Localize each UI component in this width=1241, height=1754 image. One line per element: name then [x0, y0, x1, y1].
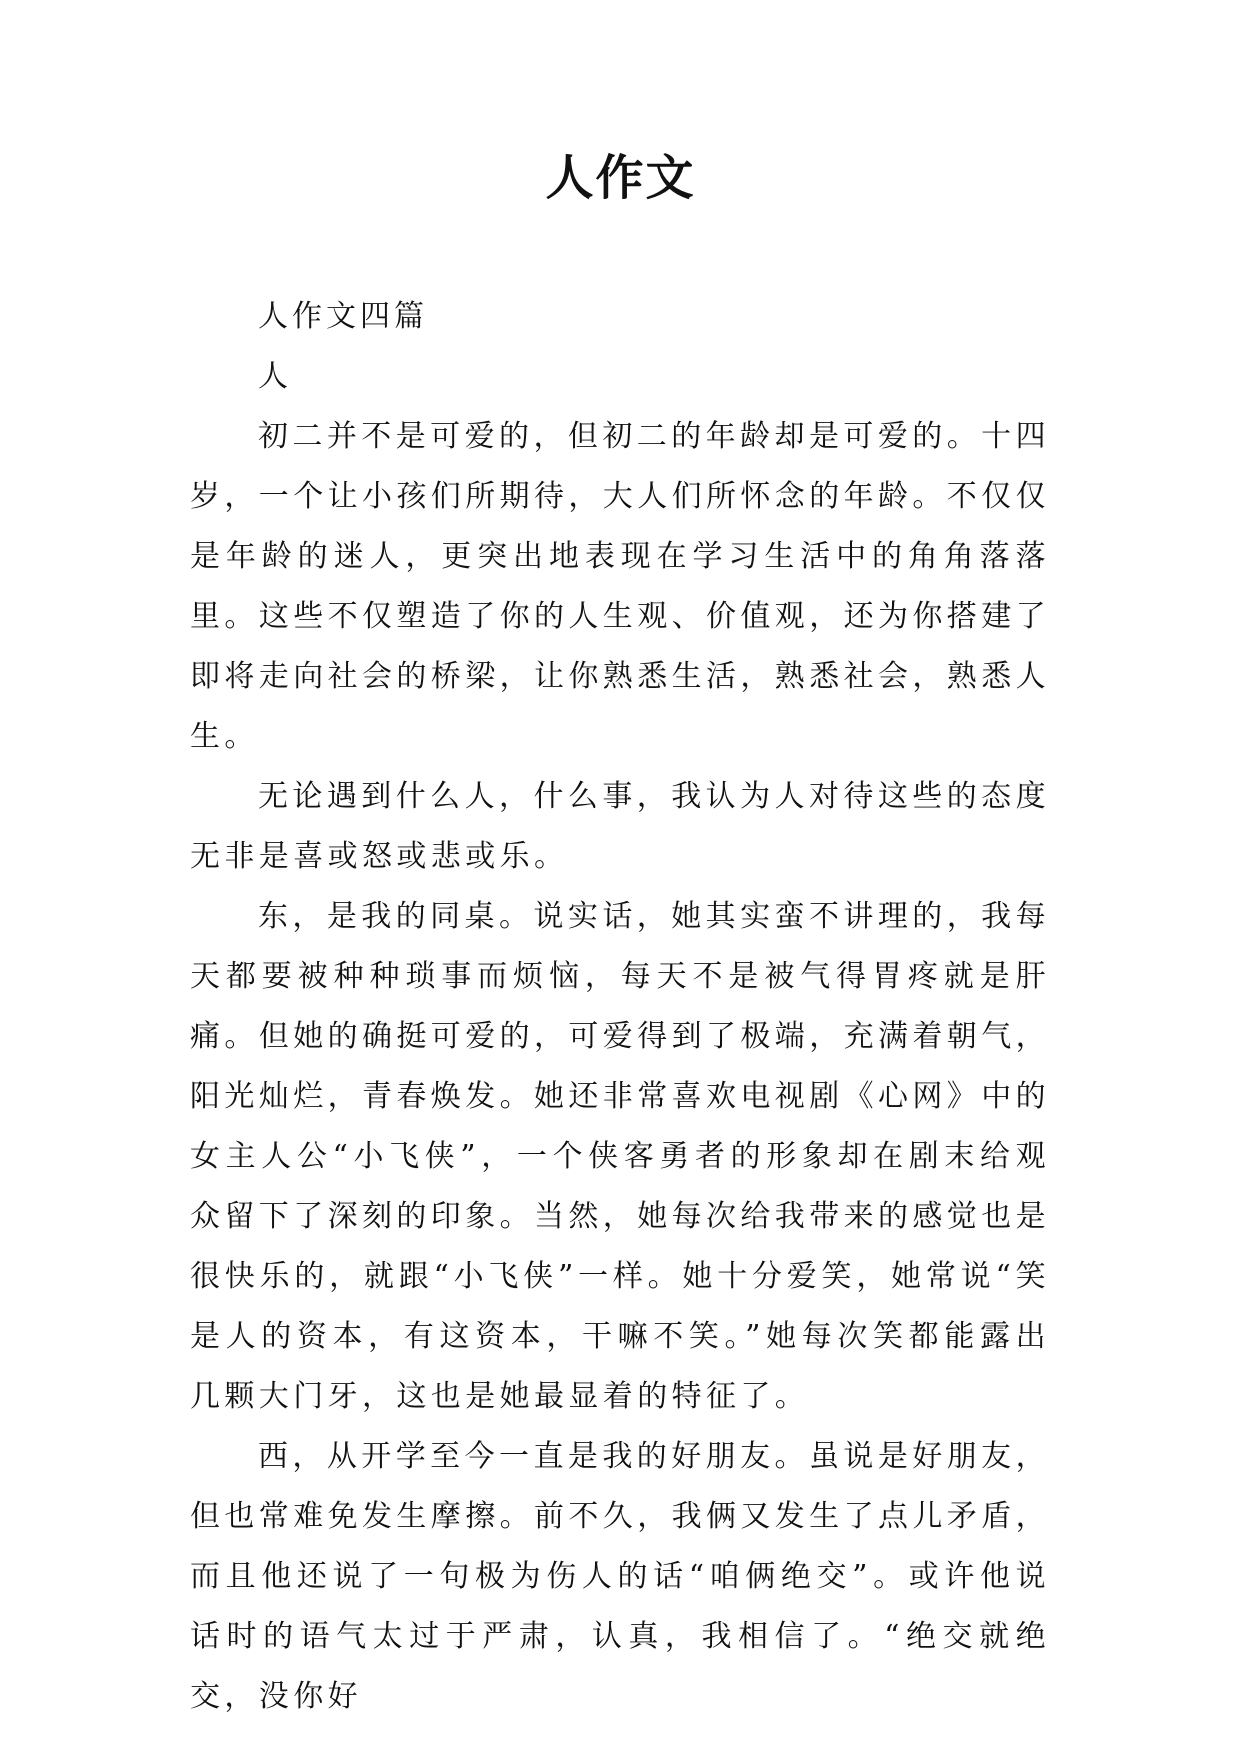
body-paragraph: 东，是我的同桌。说实话，她其实蛮不讲理的，我每天都要被种种琐事而烦恼，每天不是被气得胃疼就是肝痛。但她的确挺可爱的，可爱得到了极端，充满着朝气，阳光灿烂，青春焕发。她还非常喜欢电视剧《心网》中的女主人公“小飞侠”，一个侠客勇者的形象却在剧末给观众留下了深刻的印象。当然，她每次给我带来的感觉也是很快乐的，就跟“小飞侠”一样。她十分爱笑，她常说“笑是人的资本，有这资本，干嘛不笑。”她每次笑都能露出几颗大门牙，这也是她最显着的特征了。: [190, 899, 1050, 1414]
document-title: 人作文: [545, 150, 696, 206]
body-paragraph: 西，从开学至今一直是我的好朋友。虽说是好朋友，但也常难免发生摩擦。前不久，我俩又发生了点儿矛盾，而且他还说了一句极为伤人的话“咱俩绝交”。或许他说话时的语气太过于严肃，认真，我相信了。“绝交就绝交，没你好: [190, 1439, 1050, 1714]
body-paragraph: 初二并不是可爱的，但初二的年龄却是可爱的。十四岁，一个让小孩们所期待，大人们所怀念的年龄。不仅仅是年龄的迷人，更突出地表现在学习生活中的角角落落里。这些不仅塑造了你的人生观、价值观，还为你搭建了即将走向社会的桥梁，让你熟悉生活，熟悉社会，熟悉人生。: [190, 419, 1050, 754]
body-paragraph: 无论遇到什么人，什么事，我认为人对待这些的态度无非是喜或怒或悲或乐。: [190, 779, 1050, 874]
document-body: [190, 287, 1050, 1727]
subtitle-paragraph: 人作文四篇: [258, 299, 428, 334]
section-heading: 人: [258, 359, 292, 394]
